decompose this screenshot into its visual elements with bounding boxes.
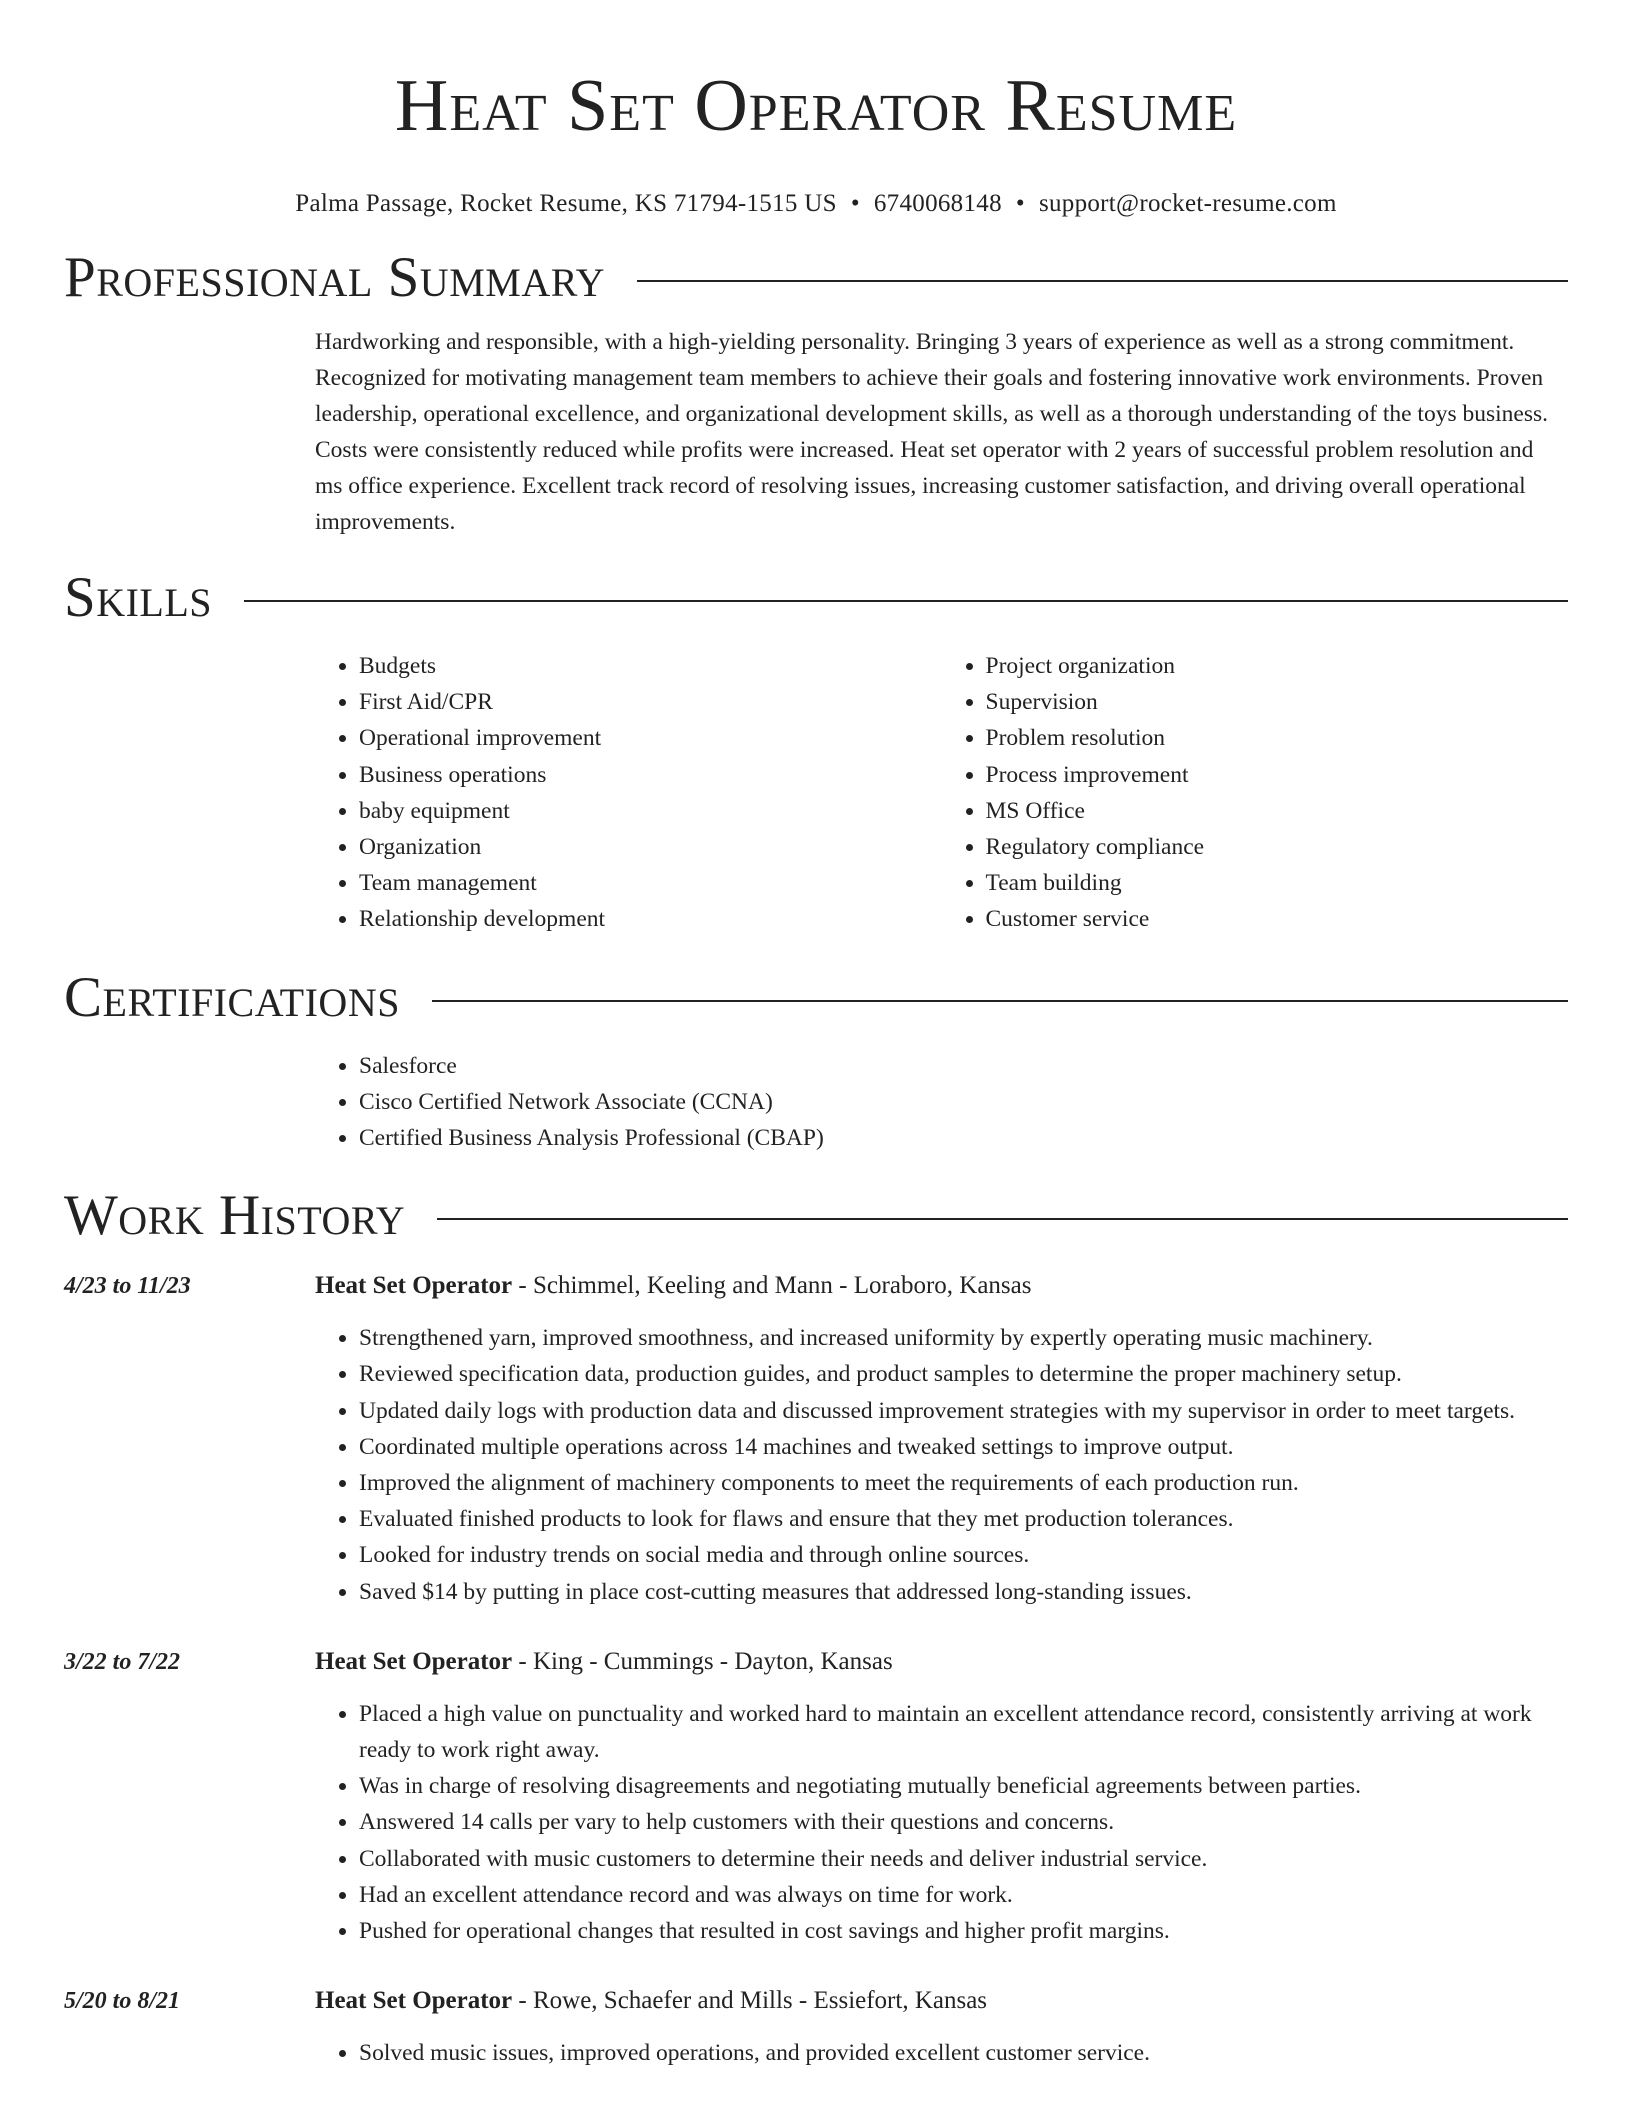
certification-item: • Cisco Certified Network Associate (CCNA) — [359, 1084, 1568, 1120]
job-bullets — [315, 1696, 1568, 1949]
job-bullet: • Collaborated with music customers to determine their needs and deliver industrial service. — [359, 1841, 1568, 1877]
certifications-heading: Certifications — [64, 965, 400, 1029]
summary-heading: Professional Summary — [64, 246, 606, 309]
contact-line — [64, 190, 1568, 218]
skills-column-left — [315, 648, 942, 938]
job-details — [315, 1268, 1568, 1610]
job-employer: - Rowe, Schaefer and Mills - Essiefort, Kansas — [512, 1987, 988, 2015]
job-heading — [315, 1644, 1568, 1680]
job-dates: 4/23 to 11/23 — [64, 1273, 191, 1300]
contact-separator: • — [850, 190, 860, 217]
job-details — [315, 1983, 1568, 2071]
job-heading — [315, 1268, 1568, 1304]
job-details — [315, 1644, 1568, 1949]
job-bullets — [315, 1320, 1568, 1610]
job-title: Heat Set Operator — [315, 1987, 513, 2015]
resume-title: Heat Set Operator Resume — [394, 65, 1238, 147]
job-employer: - Schimmel, Keeling and Mann - Loraboro, Kansas — [512, 1272, 1032, 1300]
skill-item: • Operational improvement — [359, 720, 942, 756]
job-bullet: • Updated daily logs with production data and discussed improvement strategies with my supervisor in order to meet targets. — [359, 1393, 1568, 1429]
summary-content — [315, 324, 1568, 540]
certification-item: • Certified Business Analysis Professional (CBAP) — [359, 1120, 1568, 1156]
skills-heading: Skills — [64, 566, 213, 629]
resume-page — [64, 0, 1568, 2071]
contact-email: support@rocket-resume.com — [1038, 190, 1337, 217]
job-bullet: • Coordinated multiple operations across 14 machines and tweaked settings to improve output. — [359, 1429, 1568, 1465]
skill-item: • Business operations — [359, 757, 942, 793]
job-bullet: • Evaluated finished products to look for flaws and ensure that they met production tolerances. — [359, 1501, 1568, 1537]
job-bullets — [315, 2035, 1568, 2071]
skill-item: • baby equipment — [359, 793, 942, 829]
skill-item: • Process improvement — [986, 757, 1569, 793]
section-divider — [432, 1000, 1568, 1002]
job-title: Heat Set Operator — [315, 1272, 513, 1300]
job-bullet: • Improved the alignment of machinery components to meet the requirements of each production run. — [359, 1465, 1568, 1501]
skill-item: • First Aid/CPR — [359, 684, 942, 720]
skill-item: • Project organization — [986, 648, 1569, 684]
summary-section-header — [64, 246, 1568, 310]
job-title: Heat Set Operator — [315, 1647, 513, 1675]
job-bullet: • Answered 14 calls per vary to help customers with their questions and concerns. — [359, 1804, 1568, 1840]
section-divider — [637, 280, 1568, 282]
certifications-list — [315, 1048, 1568, 1157]
skill-item: • Budgets — [359, 648, 942, 684]
job-heading — [315, 1983, 1568, 2019]
section-divider — [244, 600, 1568, 602]
job-entry — [64, 1644, 1568, 1949]
skill-item: • Problem resolution — [986, 720, 1569, 756]
skill-item: • Team management — [359, 865, 942, 901]
work-section-header — [64, 1184, 1568, 1248]
skill-item: • Supervision — [986, 684, 1569, 720]
job-bullet: • Reviewed specification data, production guides, and product samples to determine the proper machinery setup. — [359, 1356, 1568, 1392]
job-bullet: • Strengthened yarn, improved smoothness, and increased uniformity by expertly operating music machinery. — [359, 1320, 1568, 1356]
skill-item: • Regulatory compliance — [986, 829, 1569, 865]
job-bullet: • Saved $14 by putting in place cost-cutting measures that addressed long-standing issues. — [359, 1574, 1568, 1610]
summary-text: Hardworking and responsible, with a high-yielding personality. Bringing 3 years of experience as well as a strong commitment. Recognized for motivating management team members to achieve their goals and fostering innovative work environments. Proven leadership, operational excellence, and organizational development skills, as well as a thorough understanding of the toys business. Costs were consistently reduced while profits were increased. Heat set operator with 2 years of successful problem resolution and ms office experience. Excellent track record of resolving issues, increasing customer satisfaction, and driving overall operational improvements. — [315, 329, 1548, 535]
job-entry — [64, 1268, 1568, 1610]
contact-separator: • — [1015, 190, 1025, 217]
skills-section-header — [64, 566, 1568, 630]
skills-list — [315, 648, 1568, 938]
skill-item: • Customer service — [986, 901, 1569, 937]
contact-phone: 6740068148 — [873, 190, 1002, 217]
job-bullet: • Looked for industry trends on social media and through online sources. — [359, 1537, 1568, 1573]
contact-address: Palma Passage, Rocket Resume, KS 71794-1515 US — [295, 190, 837, 217]
job-entry — [64, 1983, 1568, 2071]
certifications-section-header — [64, 966, 1568, 1030]
job-bullet: • Pushed for operational changes that resulted in cost savings and higher profit margins. — [359, 1913, 1568, 1949]
work-heading: Work History — [64, 1184, 406, 1248]
job-dates: 3/22 to 7/22 — [64, 1648, 181, 1675]
skill-item: • Team building — [986, 865, 1569, 901]
job-employer: - King - Cummings - Dayton, Kansas — [512, 1647, 893, 1675]
section-divider — [437, 1218, 1568, 1220]
skills-column-right — [942, 648, 1569, 938]
job-bullet: • Placed a high value on punctuality and worked hard to maintain an excellent attendance record, consistently arriving at work ready to work right away. — [359, 1696, 1568, 1768]
skill-item: • Organization — [359, 829, 942, 865]
job-bullet: • Had an excellent attendance record and was always on time for work. — [359, 1877, 1568, 1913]
skill-item: • Relationship development — [359, 901, 942, 937]
skill-item: • MS Office — [986, 793, 1569, 829]
certification-item: • Salesforce — [359, 1048, 1568, 1084]
job-dates: 5/20 to 8/21 — [64, 1988, 181, 2015]
job-bullet: • Was in charge of resolving disagreements and negotiating mutually beneficial agreements between parties. — [359, 1768, 1568, 1804]
job-bullet: • Solved music issues, improved operations, and provided excellent customer service. — [359, 2035, 1568, 2071]
